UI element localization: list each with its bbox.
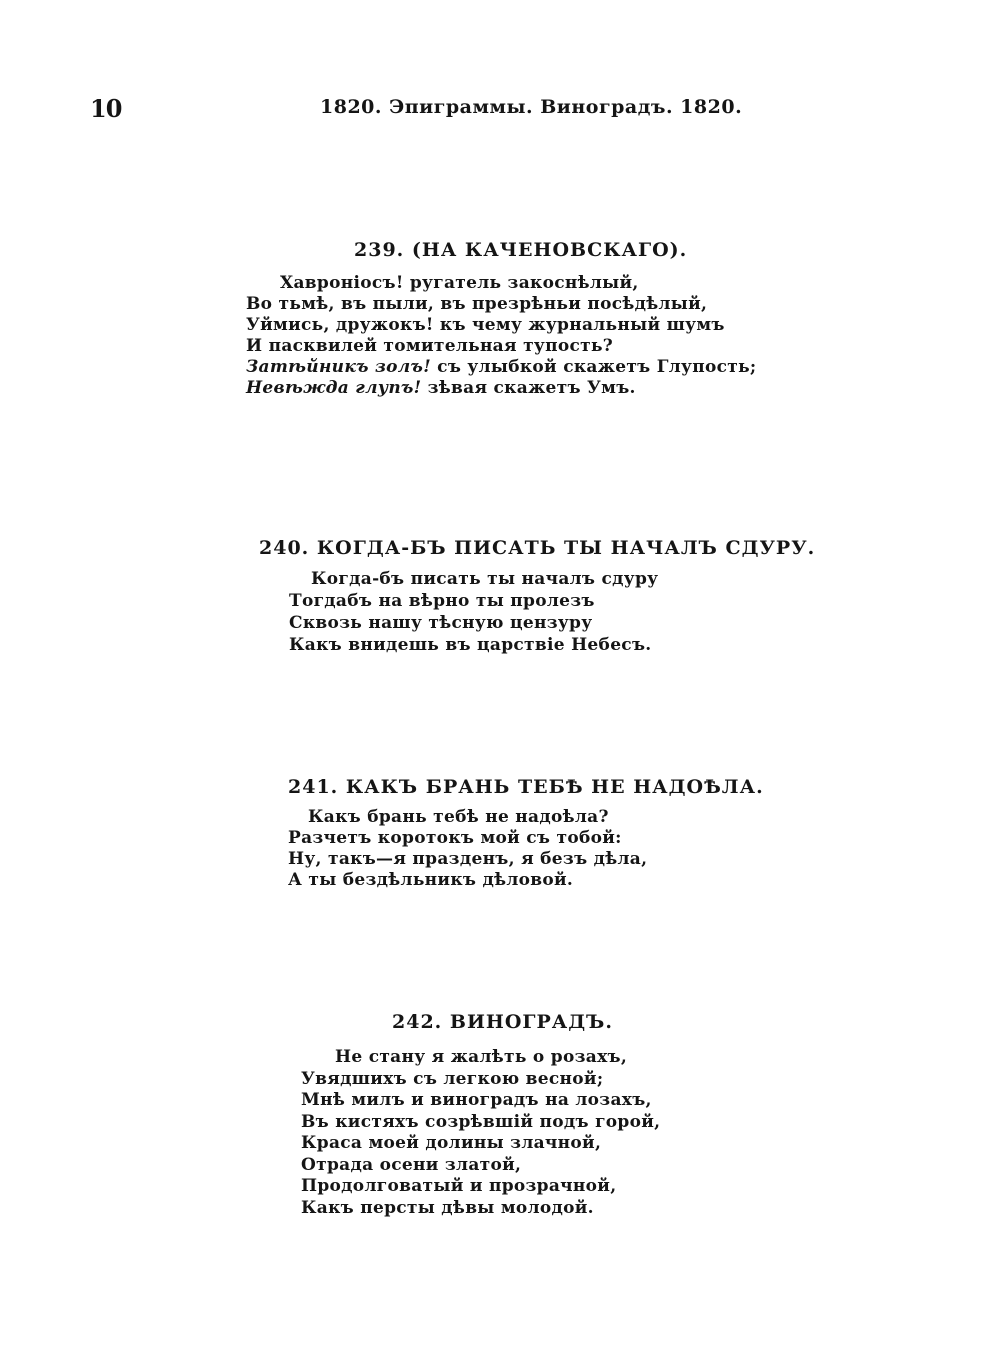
italic-phrase: Затѣйникъ золъ! [246,357,431,377]
poem-line: Затѣйникъ золъ! съ улыбкой скажетъ Глупость; [246,357,757,377]
poem-title: 240. КОГДА-БЪ ПИСАТЬ ТЫ НАЧАЛЪ СДУРУ. [259,537,816,559]
poem-line: Какъ брань тебѣ не надоѣла? [308,807,609,827]
poem-line: Хавроніосъ! ругатель закоснѣлый, [280,273,639,293]
poem-title: 241. КАКЪ БРАНЬ ТЕБѢ НЕ НАДОѢЛА. [288,776,764,798]
poem-line: Какъ внидешь въ царствіе Небесъ. [289,635,652,655]
poem-line: Не стану я жалѣть о розахъ, [335,1047,628,1067]
poem-line: Увядшихъ съ легкою весной; [301,1068,604,1089]
poem-line: Мнѣ милъ и виноградъ на лозахъ, [301,1090,652,1110]
poem-241 [288,776,764,891]
poem-line: Ну, такъ—я празденъ, я безъ дѣла, [288,849,648,869]
italic-phrase: Невѣжда глупъ! [246,378,422,398]
poem-242 [301,1011,660,1219]
poem-line: Когда-бъ писать ты началъ сдуру [311,569,659,589]
poem-line: Краса моей долины злачной, [301,1133,602,1153]
poem-line: Какъ персты дѣвы молодой. [301,1197,594,1218]
poem-lines [289,568,815,656]
poem-title: 239. (НА КАЧЕНОВСКАГО). [354,239,688,261]
poem-line: Во тьмѣ, въ пыли, въ презрѣньи посѣдѣлый, [246,294,708,314]
running-head: 1820. Эпиграммы. Виноградъ. 1820. [320,96,743,118]
poem-line: Продолговатый и прозрачной, [301,1176,617,1196]
poem-239 [246,239,757,399]
poem-line: Невѣжда глупъ! зѣвая скажетъ Умъ. [246,378,636,398]
poem-lines [301,1047,660,1219]
page-number: 10 [90,94,122,123]
poem-line: Отрада осени златой, [301,1154,522,1175]
poem-line: И пасквилей томительная тупость? [246,336,614,356]
poem-lines [288,807,764,891]
poem-240 [259,537,815,656]
poem-line: Сквозь нашу тѣсную цензуру [289,613,593,633]
poem-lines [246,273,757,399]
poem-line: Уймись, дружокъ! къ чему журнальный шумъ [246,315,725,335]
poem-line: Тогдабъ на вѣрно ты пролезъ [289,591,595,611]
poem-line: Въ кистяхъ созрѣвшій подъ горой, [301,1111,661,1132]
poem-title: 242. ВИНОГРАДЪ. [392,1011,613,1033]
poem-line: Разчетъ коротокъ мой съ тобой: [288,828,622,848]
poem-line: А ты бездѣльникъ дѣловой. [288,870,574,890]
